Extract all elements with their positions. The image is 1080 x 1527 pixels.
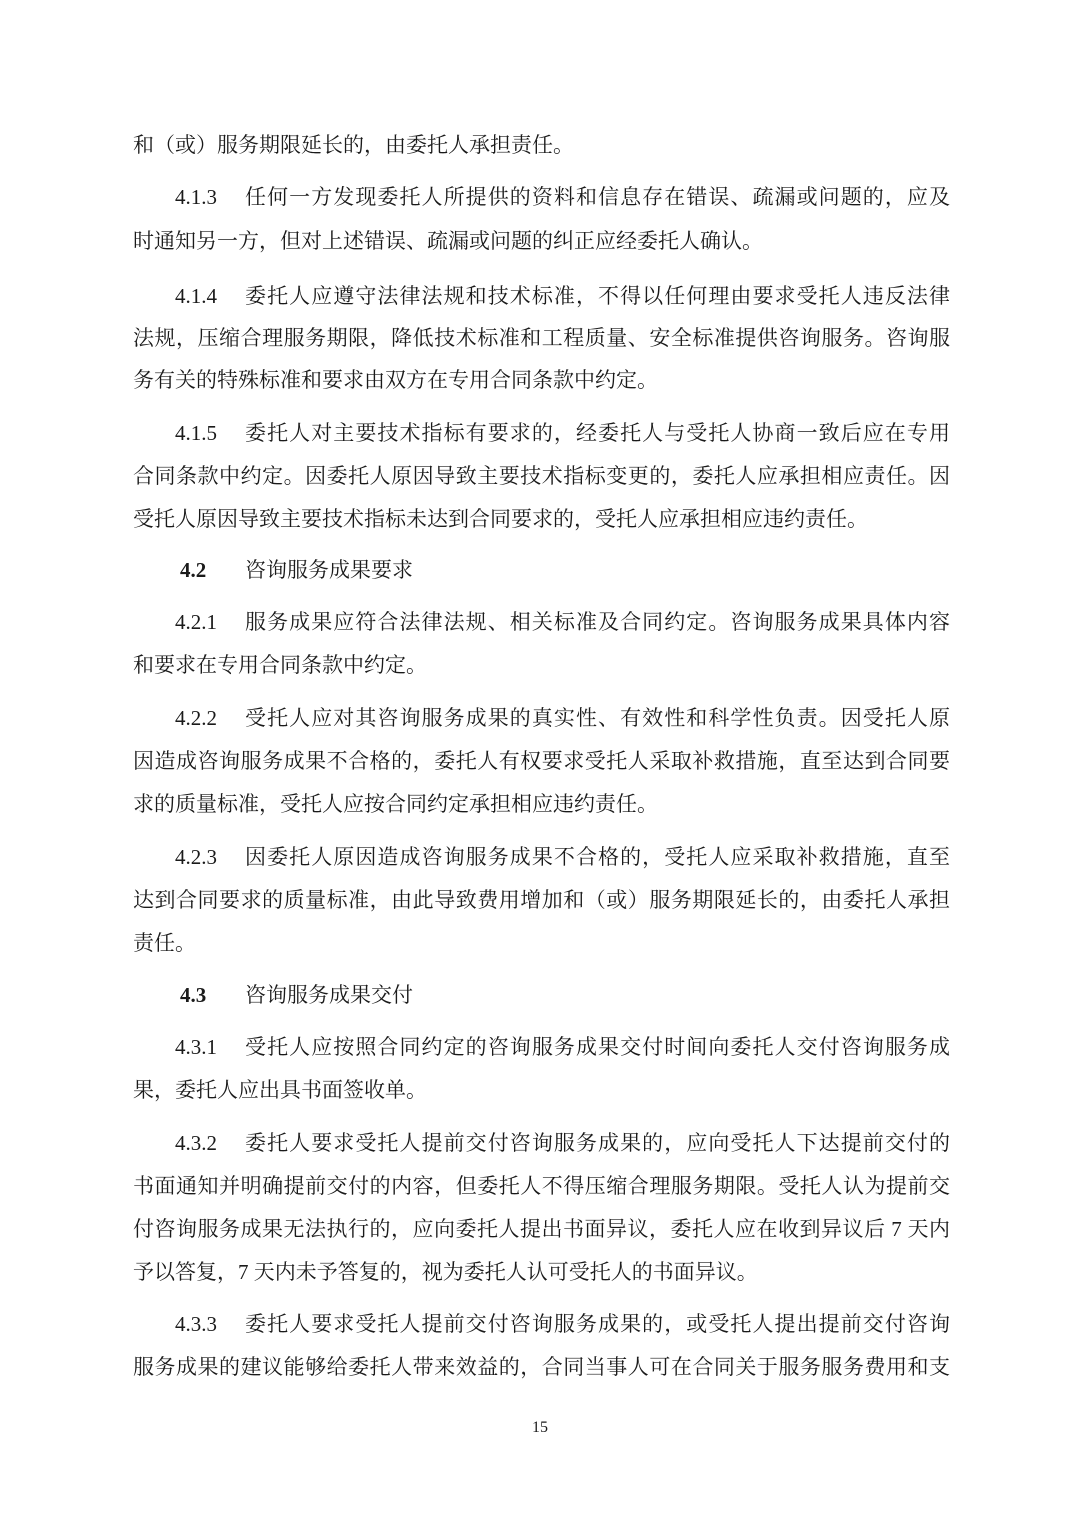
section-heading: 咨询服务成果要求 <box>245 558 413 582</box>
paragraph-line: 达到合同要求的质量标准，由此导致费用增加和（或）服务期限延长的，由委托人承担 <box>133 888 950 912</box>
section-heading: 咨询服务成果交付 <box>245 983 413 1007</box>
paragraph-line: 合同条款中约定。因委托人原因导致主要技术指标变更的，委托人应承担相应责任。因 <box>133 464 950 488</box>
paragraph-line: 委托人应遵守法律法规和技术标准，不得以任何理由要求受托人违反法律 <box>245 284 950 308</box>
clause-number: 4.3.3 <box>175 1312 217 1336</box>
paragraph-line: 因造成咨询服务成果不合格的，委托人有权要求受托人采取补救措施，直至达到合同要 <box>133 749 950 773</box>
clause-number: 4.2.1 <box>175 610 217 634</box>
paragraph-line: 法规，压缩合理服务期限，降低技术标准和工程质量、安全标准提供咨询服务。咨询服 <box>133 326 950 350</box>
clause-number: 4.1.5 <box>175 421 217 445</box>
paragraph-line: 任何一方发现委托人所提供的资料和信息存在错误、疏漏或问题的，应及 <box>245 185 950 209</box>
clause-number: 4.2.3 <box>175 845 217 869</box>
section-number: 4.3 <box>180 983 207 1007</box>
paragraph-line: 务有关的特殊标准和要求由双方在专用合同条款中约定。 <box>133 368 658 392</box>
clause-number: 4.2.2 <box>175 706 217 730</box>
paragraph-line: 委托人要求受托人提前交付咨询服务成果的，应向受托人下达提前交付的 <box>245 1131 950 1155</box>
section-number: 4.2 <box>180 558 207 582</box>
paragraph-line: 服务成果的建议能够给委托人带来效益的，合同当事人可在合同关于服务服务费用和支 <box>133 1355 950 1379</box>
page-number: 15 <box>532 1419 548 1436</box>
paragraph-line: 责任。 <box>133 931 196 955</box>
clause-number: 4.3.1 <box>175 1035 217 1059</box>
clause-number: 4.3.2 <box>175 1131 217 1155</box>
paragraph-line: 书面通知并明确提前交付的内容，但委托人不得压缩合理服务期限。受托人认为提前交 <box>133 1174 950 1198</box>
paragraph-line: 委托人要求受托人提前交付咨询服务成果的，或受托人提出提前交付咨询 <box>245 1312 950 1336</box>
paragraph-line: 受托人原因导致主要技术指标未达到合同要求的，受托人应承担相应违约责任。 <box>133 507 868 531</box>
paragraph-line: 和（或）服务期限延长的，由委托人承担责任。 <box>133 133 574 157</box>
paragraph-line: 付咨询服务成果无法执行的，应向委托人提出书面异议，委托人应在收到异议后 7 天内 <box>133 1217 950 1241</box>
paragraph-line: 服务成果应符合法律法规、相关标准及合同约定。咨询服务成果具体内容 <box>245 610 950 634</box>
paragraph-line: 果，委托人应出具书面签收单。 <box>133 1078 427 1102</box>
paragraph-line: 时通知另一方，但对上述错误、疏漏或问题的纠正应经委托人确认。 <box>133 229 763 253</box>
paragraph-line: 受托人应对其咨询服务成果的真实性、有效性和科学性负责。因受托人原 <box>245 706 950 730</box>
paragraph-line: 和要求在专用合同条款中约定。 <box>133 653 427 677</box>
clause-number: 4.1.3 <box>175 185 217 209</box>
paragraph-line: 求的质量标准，受托人应按合同约定承担相应违约责任。 <box>133 792 658 816</box>
paragraph-line: 委托人对主要技术指标有要求的，经委托人与受托人协商一致后应在专用 <box>245 421 950 445</box>
paragraph-line: 予以答复，7 天内未予答复的，视为委托人认可受托人的书面异议。 <box>133 1260 758 1284</box>
paragraph-line: 受托人应按照合同约定的咨询服务成果交付时间向委托人交付咨询服务成 <box>245 1035 950 1059</box>
clause-number: 4.1.4 <box>175 284 217 308</box>
paragraph-line: 因委托人原因造成咨询服务成果不合格的，受托人应采取补救措施，直至 <box>245 845 950 869</box>
